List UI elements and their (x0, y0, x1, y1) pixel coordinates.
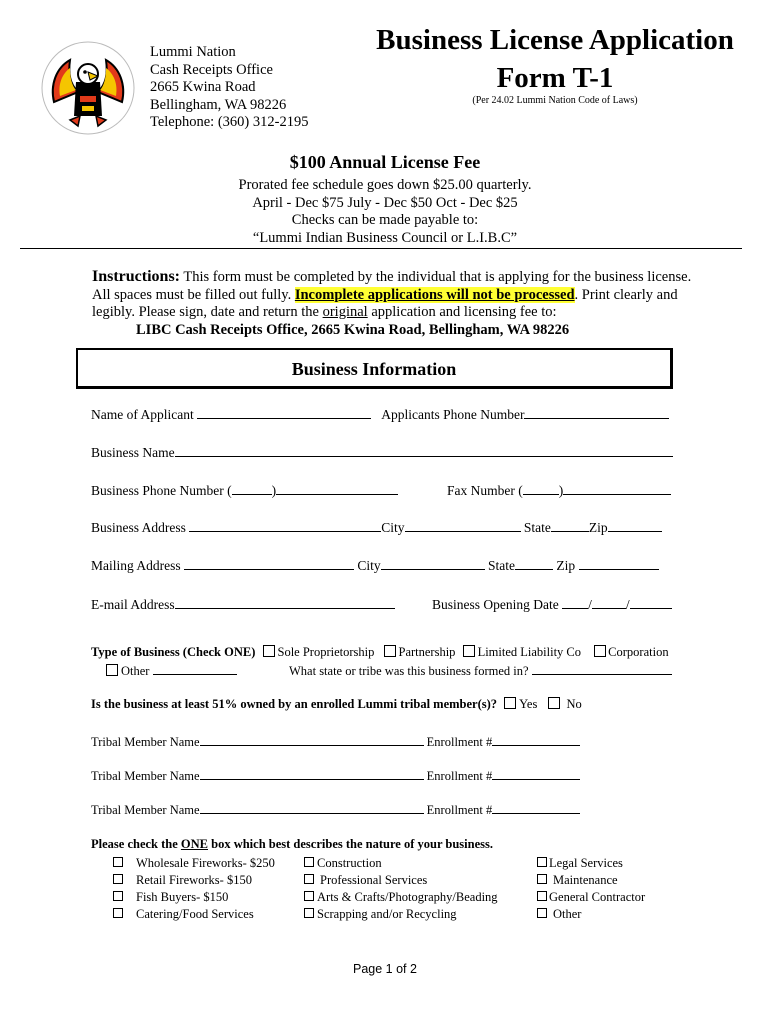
heading-text: Please check the (91, 837, 181, 851)
field-label: Fax Number ( (447, 483, 523, 498)
other-type-checkbox[interactable] (106, 664, 118, 676)
mailing-address-row (91, 557, 659, 574)
option-label: Retail Fireworks- $150 (136, 873, 252, 887)
address-line: Telephone: (360) 312-2195 (150, 114, 309, 131)
fish-buyers-checkbox[interactable] (113, 891, 123, 901)
nature-col-2 (304, 855, 498, 923)
instructions (92, 268, 692, 339)
other-type-field[interactable] (153, 662, 237, 675)
nature-heading (91, 837, 493, 852)
general-contractor-checkbox[interactable] (537, 891, 547, 901)
type-other-row (106, 662, 237, 679)
llc-checkbox[interactable] (463, 645, 475, 657)
field-label: State (488, 558, 516, 573)
ownership-question: Is the business at least 51% owned by an enrolled Lummi tribal member(s)? (91, 697, 498, 711)
option-label: No (566, 697, 582, 711)
business-city-field[interactable] (405, 519, 521, 532)
scrapping-recycling-checkbox[interactable] (304, 908, 314, 918)
nature-option (304, 889, 498, 906)
business-address-row (91, 519, 662, 536)
option-label: Partnership (398, 645, 456, 659)
form-number: Form T-1 (496, 62, 614, 94)
fax-row: Fax Number ( ) (447, 482, 671, 499)
business-state-field[interactable] (551, 519, 589, 532)
option-label: Other (553, 907, 582, 921)
nature-option (304, 906, 498, 923)
fee-line: Prorated fee schedule goes down $25.00 quarterly. (238, 177, 532, 193)
instructions-text: . Print clearly and legibly. Please sign, date and return the (92, 286, 678, 320)
construction-checkbox[interactable] (304, 857, 314, 867)
fee-line: Checks can be made payable to: (291, 212, 479, 228)
sole-proprietorship-checkbox[interactable] (263, 645, 275, 657)
field-label: What state or tribe was this business formed in? (289, 664, 529, 678)
field-label: Zip (556, 558, 576, 573)
option-label: Maintenance (553, 873, 618, 887)
arts-crafts-checkbox[interactable] (304, 891, 314, 901)
option-label: Wholesale Fireworks- $250 (136, 856, 275, 870)
opening-day-field[interactable] (592, 596, 626, 609)
business-name-field[interactable] (175, 444, 673, 457)
nature-option (304, 872, 498, 889)
field-label: Name of Applicant (91, 407, 194, 422)
legal-services-checkbox[interactable] (537, 857, 547, 867)
instructions-lead: Instructions: (92, 268, 181, 285)
field-label: Business Phone Number ( (91, 483, 232, 498)
wholesale-fireworks-checkbox[interactable] (113, 857, 123, 867)
partnership-checkbox[interactable] (384, 645, 396, 657)
page-number: Page 1 of 2 (353, 962, 417, 976)
option-label: Arts & Crafts/Photography/Beading (317, 890, 498, 904)
option-label: Corporation (608, 645, 669, 659)
field-label: Enrollment # (426, 803, 493, 817)
nature-option (113, 872, 275, 889)
opening-month-field[interactable] (562, 596, 588, 609)
form-title (370, 22, 740, 96)
lummi-seal-logo (40, 40, 136, 136)
enrollment-number-field[interactable] (492, 733, 580, 746)
ownership-row (91, 697, 582, 712)
business-phone-row: Business Phone Number ( ) (91, 482, 398, 499)
nature-col-3 (537, 855, 645, 923)
heading-one: ONE (180, 837, 208, 851)
fax-number-field[interactable] (563, 482, 671, 495)
type-label: Type of Business (Check ONE) (91, 645, 256, 659)
tribal-member-row (91, 801, 580, 818)
nature-option (113, 855, 275, 872)
address-line: 2665 Kwina Road (150, 79, 256, 96)
fax-area-code[interactable] (523, 482, 559, 495)
tribal-member-row (91, 767, 580, 784)
field-label: Enrollment # (426, 769, 493, 783)
nature-option (304, 855, 498, 872)
field-label: Business Address (91, 520, 186, 535)
email-field[interactable] (175, 596, 395, 609)
formed-in-row (289, 662, 672, 679)
nature-option (537, 872, 645, 889)
option-label: Limited Liability Co (477, 645, 582, 659)
enrollment-number-field[interactable] (492, 767, 580, 780)
nature-option (537, 889, 645, 906)
tribal-member-row (91, 733, 580, 750)
email-row (91, 596, 395, 613)
formed-in-field[interactable] (532, 662, 672, 675)
nature-option (113, 906, 275, 923)
nature-option (537, 855, 645, 872)
field-label: E-mail Address (91, 597, 175, 612)
opening-date-row: Business Opening Date / / (432, 596, 672, 613)
business-phone-area-code[interactable] (232, 482, 272, 495)
business-address-field[interactable] (189, 519, 381, 532)
no-checkbox[interactable] (548, 697, 560, 709)
instructions-text: This form must be completed by the individual that is applying for the business license. All spaces must be filled out fully. (92, 269, 692, 303)
address-line: Lummi Nation (150, 44, 236, 60)
field-label: Tribal Member Name (91, 769, 200, 783)
option-label: Scrapping and/or Recycling (317, 907, 457, 921)
name-of-applicant-field[interactable] (197, 406, 371, 419)
field-label: Business Opening Date (432, 597, 559, 612)
field-label: Tribal Member Name (91, 735, 200, 749)
catering-checkbox[interactable] (113, 908, 123, 918)
option-label: Construction (317, 856, 382, 870)
mailing-state-field[interactable] (515, 557, 553, 570)
field-label: Business Name (91, 445, 175, 460)
divider (20, 248, 742, 249)
nature-option (537, 906, 645, 923)
applicant-phone-field[interactable] (524, 406, 669, 419)
fee-title: $100 Annual License Fee (289, 152, 481, 172)
mailing-zip-field[interactable] (579, 557, 659, 570)
name-of-applicant-row (91, 406, 669, 423)
corporation-checkbox[interactable] (594, 645, 606, 657)
option-label: Professional Services (320, 873, 428, 887)
field-label: Zip (588, 520, 608, 535)
address-line: Cash Receipts Office (150, 61, 273, 78)
retail-fireworks-checkbox[interactable] (113, 874, 123, 884)
field-label: Mailing Address (91, 558, 181, 573)
field-label: Tribal Member Name (91, 803, 200, 817)
title-line: Business License Application (376, 24, 734, 56)
mailing-city-field[interactable] (381, 557, 485, 570)
nature-option (113, 889, 275, 906)
type-of-business-row (91, 645, 669, 660)
mailing-address: LIBC Cash Receipts Office, 2665 Kwina Road, Bellingham, WA 98226 (136, 321, 570, 338)
incomplete-warning: Incomplete applications will not be processed (294, 286, 575, 303)
professional-services-checkbox[interactable] (304, 874, 314, 884)
tribal-member-name-field[interactable] (200, 767, 424, 780)
opening-year-field[interactable] (630, 596, 672, 609)
field-label: City (381, 520, 405, 535)
business-name-row (91, 444, 673, 461)
enrollment-number-field[interactable] (492, 801, 580, 814)
business-zip-field[interactable] (608, 519, 662, 532)
tribal-member-name-field[interactable] (200, 801, 424, 814)
mailing-address-field[interactable] (184, 557, 354, 570)
field-label: Enrollment # (426, 735, 493, 749)
option-label: Catering/Food Services (136, 907, 254, 921)
yes-checkbox[interactable] (504, 697, 516, 709)
option-label: Legal Services (549, 856, 623, 870)
address-line: Bellingham, WA 98226 (150, 96, 287, 113)
tribal-member-name-field[interactable] (200, 733, 424, 746)
option-label: Fish Buyers- $150 (136, 890, 229, 904)
option-label: Sole Proprietorship (277, 645, 375, 659)
business-phone-field[interactable] (276, 482, 398, 495)
maintenance-checkbox[interactable] (537, 874, 547, 884)
other-nature-checkbox[interactable] (537, 908, 547, 918)
nature-col-1 (113, 855, 275, 923)
field-label: City (357, 558, 381, 573)
fee-line: April - Dec $75 July - Dec $50 Oct - Dec $25 (252, 194, 518, 211)
form-subtitle: (Per 24.02 Lummi Nation Code of Laws) (472, 95, 638, 106)
option-label: Other (121, 664, 150, 678)
business-info-heading: Business Information (76, 348, 673, 389)
field-label: Applicants Phone Number (381, 407, 525, 422)
instructions-text: application and licensing fee to: (367, 304, 557, 320)
option-label: General Contractor (549, 890, 646, 904)
office-address (150, 44, 308, 132)
fee-details (0, 177, 770, 247)
field-label: State (523, 520, 551, 535)
original-underlined: original (322, 304, 368, 320)
heading-text: box which best describes the nature of your business. (208, 837, 493, 851)
fee-line: “Lummi Indian Business Council or L.I.B.C” (252, 229, 518, 246)
option-label: Yes (519, 697, 538, 711)
